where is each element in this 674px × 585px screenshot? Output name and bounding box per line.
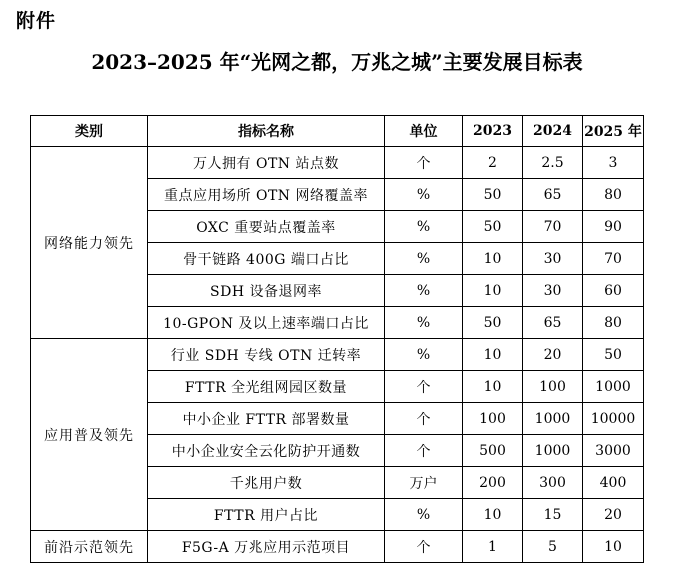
header-indicator-name: 指标名称 [148, 116, 385, 147]
unit-cell: 万户 [385, 467, 463, 499]
value-2025: 3 [583, 147, 644, 179]
value-2023: 200 [463, 467, 523, 499]
table-row [31, 339, 644, 371]
value-2025: 80 [583, 179, 644, 211]
value-2023: 10 [463, 339, 523, 371]
category-cell: 网络能力领先 [31, 147, 148, 339]
indicator-name: FTTR 全光组网园区数量 [148, 371, 385, 403]
indicator-name: 骨干链路 400G 端口占比 [148, 243, 385, 275]
unit-cell: 个 [385, 531, 463, 563]
value-2024: 30 [523, 275, 583, 307]
value-2025: 50 [583, 339, 644, 371]
table-header-row [31, 116, 644, 147]
indicator-name: SDH 设备退网率 [148, 275, 385, 307]
unit-cell: % [385, 211, 463, 243]
value-2024: 1000 [523, 403, 583, 435]
value-2024: 70 [523, 211, 583, 243]
table-row [31, 531, 644, 563]
value-2024: 300 [523, 467, 583, 499]
value-2023: 10 [463, 275, 523, 307]
value-2025: 20 [583, 499, 644, 531]
value-2024: 1000 [523, 435, 583, 467]
table-row [31, 147, 644, 179]
value-2024: 30 [523, 243, 583, 275]
value-2025: 80 [583, 307, 644, 339]
value-2025: 90 [583, 211, 644, 243]
unit-cell: 个 [385, 147, 463, 179]
development-goals-table [30, 115, 644, 563]
value-2023: 10 [463, 371, 523, 403]
unit-cell: % [385, 339, 463, 371]
value-2023: 50 [463, 179, 523, 211]
indicator-name: FTTR 用户占比 [148, 499, 385, 531]
indicator-name: 中小企业 FTTR 部署数量 [148, 403, 385, 435]
value-2024: 100 [523, 371, 583, 403]
header-year-2024: 2024 [523, 116, 583, 147]
value-2025: 10000 [583, 403, 644, 435]
unit-cell: 个 [385, 371, 463, 403]
indicator-name: 10-GPON 及以上速率端口占比 [148, 307, 385, 339]
header-unit: 单位 [385, 116, 463, 147]
category-cell: 应用普及领先 [31, 339, 148, 531]
value-2024: 65 [523, 307, 583, 339]
indicator-name: 万人拥有 OTN 站点数 [148, 147, 385, 179]
value-2024: 15 [523, 499, 583, 531]
header-year-2023: 2023 [463, 116, 523, 147]
unit-cell: % [385, 307, 463, 339]
unit-cell: 个 [385, 403, 463, 435]
value-2025: 70 [583, 243, 644, 275]
value-2023: 500 [463, 435, 523, 467]
value-2024: 20 [523, 339, 583, 371]
indicator-name: 中小企业安全云化防护开通数 [148, 435, 385, 467]
value-2024: 5 [523, 531, 583, 563]
value-2023: 100 [463, 403, 523, 435]
indicator-name: F5G-A 万兆应用示范项目 [148, 531, 385, 563]
category-cell: 前沿示范领先 [31, 531, 148, 563]
value-2025: 400 [583, 467, 644, 499]
value-2023: 2 [463, 147, 523, 179]
value-2025: 3000 [583, 435, 644, 467]
value-2024: 2.5 [523, 147, 583, 179]
attachment-label: 附件 [16, 10, 57, 32]
unit-cell: % [385, 179, 463, 211]
unit-cell: 个 [385, 435, 463, 467]
indicator-name: 重点应用场所 OTN 网络覆盖率 [148, 179, 385, 211]
unit-cell: % [385, 499, 463, 531]
value-2023: 50 [463, 307, 523, 339]
value-2024: 65 [523, 179, 583, 211]
value-2023: 10 [463, 243, 523, 275]
indicator-name: 千兆用户数 [148, 467, 385, 499]
header-category: 类别 [31, 116, 148, 147]
value-2023: 10 [463, 499, 523, 531]
value-2025: 10 [583, 531, 644, 563]
unit-cell: % [385, 275, 463, 307]
indicator-name: OXC 重要站点覆盖率 [148, 211, 385, 243]
value-2023: 50 [463, 211, 523, 243]
header-year-2025: 2025 年 [583, 116, 644, 147]
document-title: 2023–2025 年“光网之都，万兆之城”主要发展目标表 [91, 50, 583, 74]
value-2025: 1000 [583, 371, 644, 403]
value-2025: 60 [583, 275, 644, 307]
indicator-name: 行业 SDH 专线 OTN 迁转率 [148, 339, 385, 371]
value-2023: 1 [463, 531, 523, 563]
unit-cell: % [385, 243, 463, 275]
